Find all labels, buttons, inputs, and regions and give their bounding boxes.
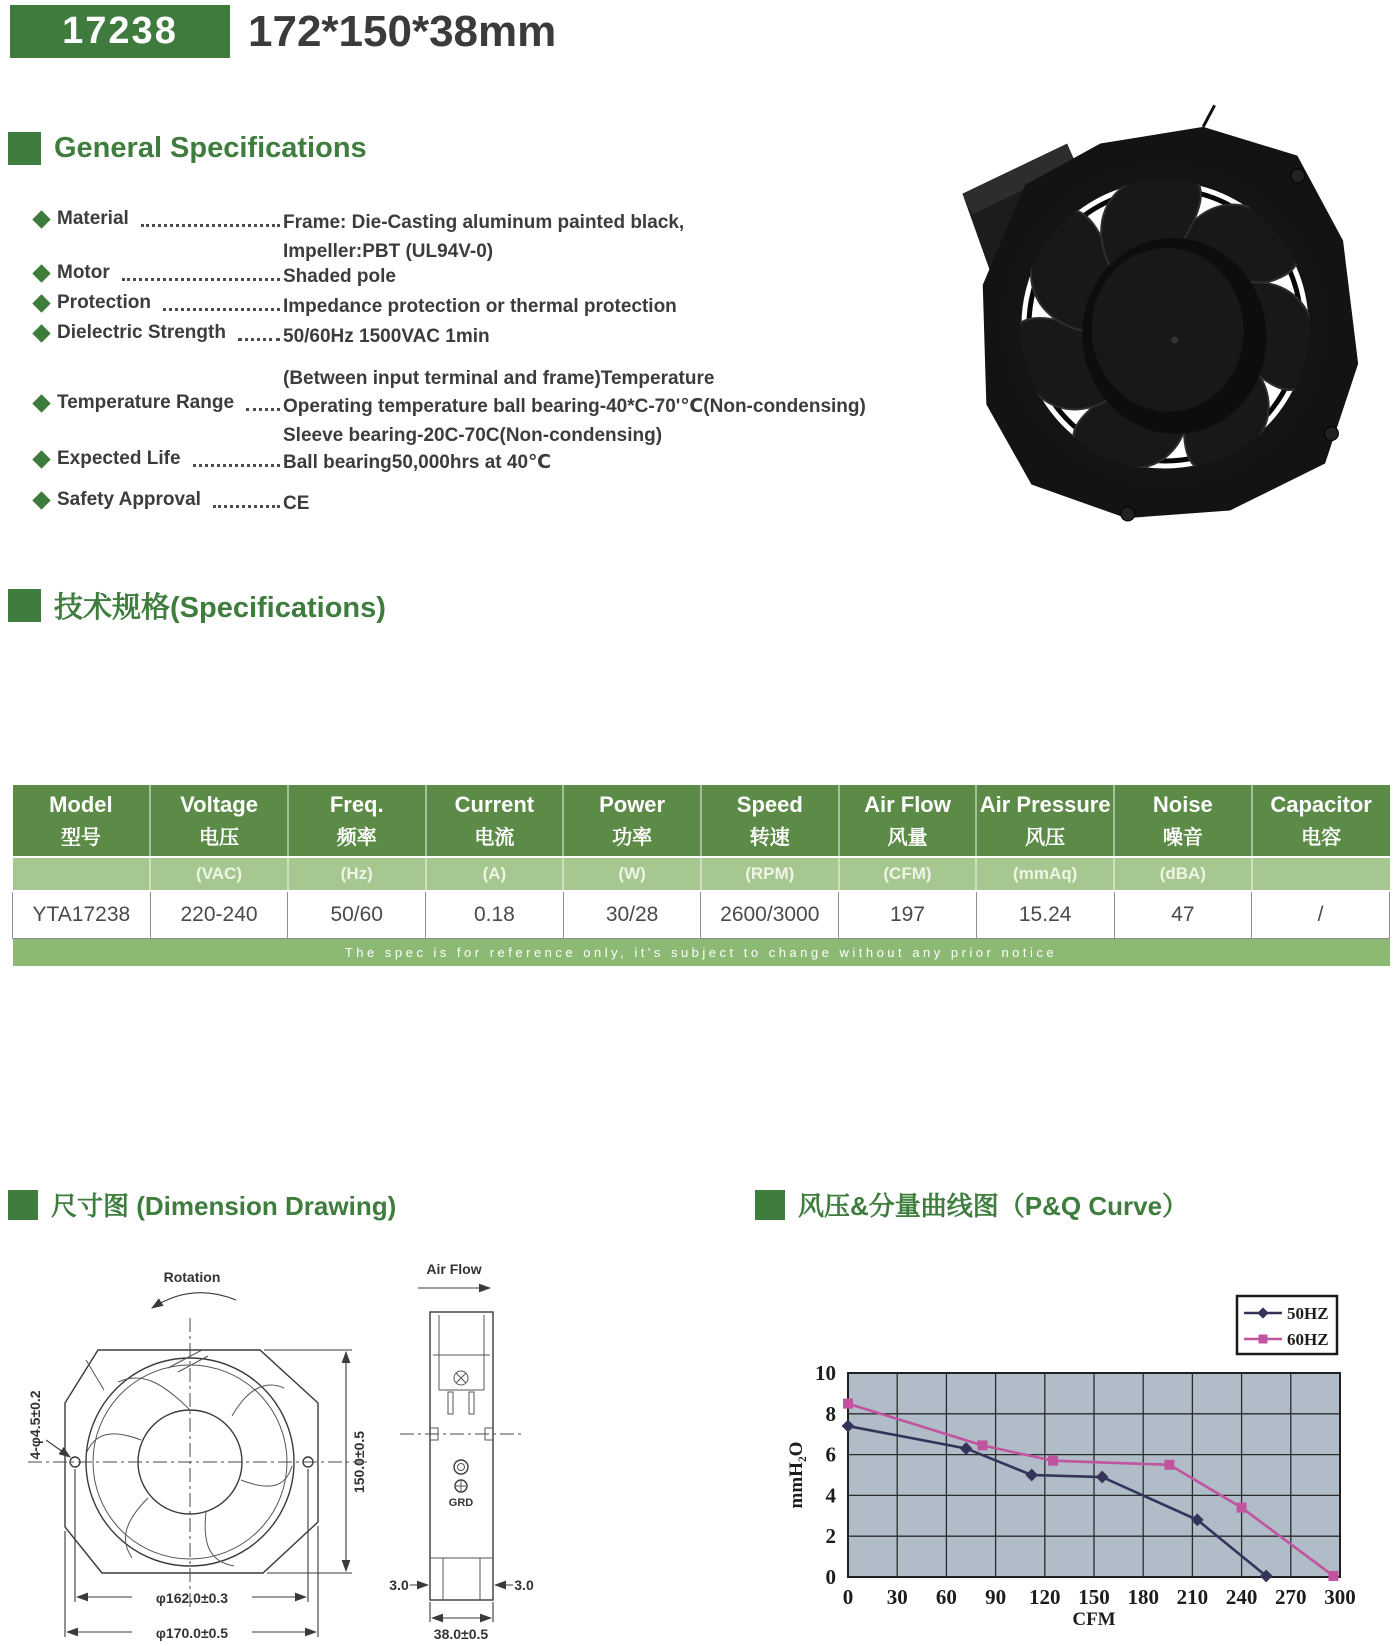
spec-value: Ball bearing50,000hrs at 40℃	[283, 452, 552, 473]
spec-value: Operating temperature ball bearing-40*C-70'℃(Non-condensing) Sleeve bearing-20C-70C(Non-condensing)	[283, 396, 866, 446]
section-title-text: 尺寸图 (Dimension Drawing)	[51, 1191, 397, 1221]
spec-row-protection	[35, 292, 970, 321]
diamond-bullet-icon	[32, 264, 50, 282]
col-noise: Noise 噪音	[1114, 785, 1252, 857]
diamond-bullet-icon	[32, 491, 50, 509]
y-tick-label: 2	[825, 1524, 836, 1549]
spec-label: Protection	[57, 292, 151, 313]
spec-table-header-row	[13, 785, 1390, 857]
diamond-bullet-icon	[32, 294, 50, 312]
col-airflow: Air Flow 风量	[839, 785, 977, 857]
section-title-text: General Specifications	[54, 132, 367, 164]
dot-leader	[163, 296, 280, 311]
x-tick-label: 0	[842, 1585, 854, 1609]
x-tick-label: 180	[1127, 1585, 1159, 1609]
diamond-bullet-icon	[32, 210, 50, 228]
x-tick-label: 30	[886, 1585, 908, 1609]
airflow-label: Air Flow	[426, 1261, 482, 1277]
inner-diameter-label: φ162.0±0.3	[155, 1590, 229, 1606]
value-airpressure: 15.24	[976, 891, 1114, 939]
spec-value: Frame: Die-Casting aluminum painted black, Impeller:PBT (UL94V-0)	[283, 212, 685, 262]
pq-curve-chart	[740, 1240, 1400, 1646]
rotation-label: Rotation	[163, 1269, 221, 1285]
col-speed: Speed 转速	[701, 785, 839, 857]
y-tick-label: 8	[825, 1401, 836, 1426]
model-code-badge: 17238	[10, 5, 230, 58]
col-airpressure: Air Pressure 风压	[976, 785, 1114, 857]
legend-label: 50HZ	[1287, 1304, 1329, 1323]
col-voltage: Voltage 电压	[150, 785, 288, 857]
y-tick-label: 10	[815, 1361, 836, 1385]
flange-right-label: 3.0	[514, 1577, 534, 1593]
pq-curve-title	[755, 1186, 1188, 1223]
disclaimer-text: The spec is for reference only, it's subject to change without any prior notice	[13, 939, 1390, 967]
value-speed: 2600/3000	[701, 891, 839, 939]
general-specifications-title	[8, 132, 367, 165]
dimension-drawing	[20, 1240, 580, 1646]
value-noise: 47	[1114, 891, 1252, 939]
fan-lead-wire	[1201, 105, 1217, 127]
spec-table-units-row: (VAC) (Hz) (A) (W) (RPM) (CFM) (mmAq) (dBA)	[13, 857, 1390, 891]
spec-value: 50/60Hz 1500VAC 1min (Between input terminal and frame)Temperature	[283, 326, 715, 389]
dot-leader	[238, 326, 280, 341]
diamond-bullet-icon	[32, 324, 50, 342]
value-capacitor: /	[1252, 891, 1390, 939]
section-title-text: 技术规格(Specifications)	[54, 592, 386, 624]
spec-value: CE	[283, 493, 310, 514]
fan-product-photo	[960, 100, 1360, 540]
spec-table	[12, 785, 1390, 966]
value-power: 30/28	[563, 891, 701, 939]
spec-row-dielectric-strength	[35, 322, 970, 393]
spec-row-material	[35, 208, 970, 266]
outer-diameter-label: φ170.0±0.5	[155, 1625, 229, 1641]
diamond-bullet-icon	[32, 394, 50, 412]
dot-leader	[122, 266, 280, 281]
x-tick-label: 60	[935, 1585, 957, 1609]
dimension-drawing-title	[8, 1186, 396, 1223]
value-current: 0.18	[426, 891, 564, 939]
section-marker-icon	[8, 589, 41, 622]
col-power: Power 功率	[563, 785, 701, 857]
flange-left-label: 3.0	[389, 1577, 409, 1593]
dot-leader	[246, 396, 280, 411]
dot-leader	[141, 212, 280, 227]
section-marker-icon	[8, 1190, 38, 1220]
spec-row-safety-approval	[35, 489, 970, 518]
height-dim-label: 150.0±0.5	[351, 1430, 367, 1494]
col-capacitor: Capacitor 电容	[1252, 785, 1390, 857]
hole-dim-label: 4-φ4.5±0.2	[27, 1390, 43, 1460]
spec-label: Material	[57, 208, 129, 229]
x-tick-label: 150	[1078, 1585, 1110, 1609]
x-tick-label: 300	[1324, 1585, 1356, 1609]
fan-size-title: 172*150*38mm	[248, 7, 557, 56]
diamond-bullet-icon	[32, 450, 50, 468]
spec-table-note-row	[13, 939, 1390, 967]
spec-row-temperature-range	[35, 392, 970, 450]
spec-value: Shaded pole	[283, 266, 396, 287]
x-tick-label: 240	[1225, 1585, 1258, 1609]
col-freq: Freq. 频率	[288, 785, 426, 857]
x-axis-label: CFM	[1072, 1609, 1116, 1630]
spec-value: Impedance protection or thermal protection	[283, 296, 677, 317]
y-tick-label: 6	[825, 1442, 836, 1467]
ground-label: GRD	[448, 1497, 474, 1509]
spec-row-motor	[35, 262, 970, 291]
col-current: Current 电流	[426, 785, 564, 857]
legend-label: 60HZ	[1287, 1330, 1329, 1349]
spec-label: Temperature Range	[57, 392, 235, 413]
x-tick-label: 90	[985, 1585, 1007, 1609]
dot-leader	[213, 493, 280, 508]
x-tick-label: 120	[1029, 1585, 1061, 1609]
section-title-text: 风压&分量曲线图（P&Q Curve）	[798, 1191, 1189, 1221]
y-tick-label: 0	[825, 1565, 836, 1589]
x-tick-label: 210	[1176, 1585, 1209, 1609]
specifications-title	[8, 585, 386, 626]
section-marker-icon	[755, 1190, 785, 1220]
spec-label: Motor	[57, 262, 110, 283]
depth-dim-label: 38.0±0.5	[433, 1626, 489, 1642]
spec-label: Expected Life	[57, 448, 181, 469]
value-voltage: 220-240	[150, 891, 288, 939]
spec-row-expected-life	[35, 448, 970, 477]
col-model: Model 型号	[13, 785, 151, 857]
y-axis-label: mmH₂O	[786, 1441, 807, 1509]
value-model: YTA17238	[13, 891, 151, 939]
y-tick-label: 4	[825, 1483, 836, 1508]
value-freq: 50/60	[288, 891, 426, 939]
spec-label: Dielectric Strength	[57, 322, 226, 343]
x-tick-label: 270	[1275, 1585, 1307, 1609]
section-marker-icon	[8, 132, 41, 165]
value-airflow: 197	[839, 891, 977, 939]
dot-leader	[193, 452, 280, 467]
spec-label: Safety Approval	[57, 489, 201, 510]
spec-table-data-row	[13, 891, 1390, 939]
